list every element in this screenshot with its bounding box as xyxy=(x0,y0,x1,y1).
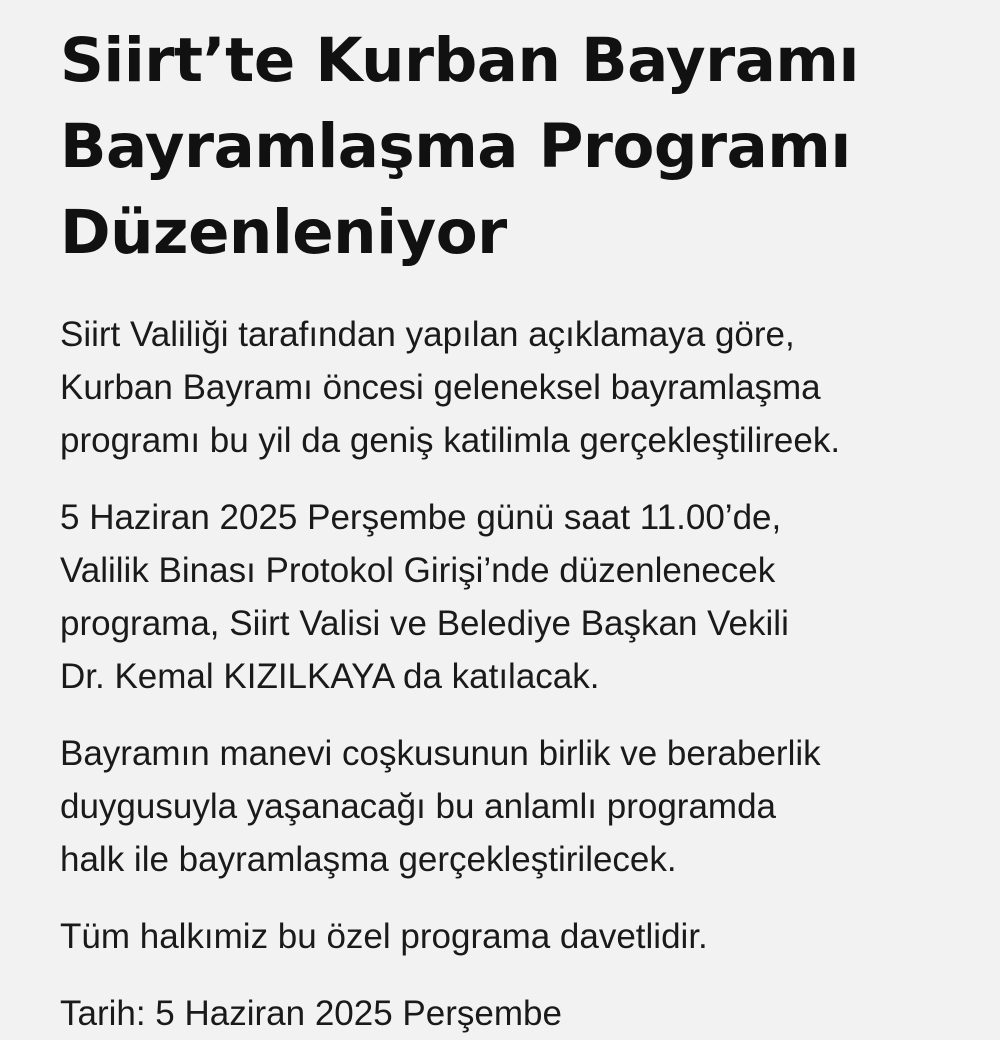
article-headline xyxy=(60,18,960,276)
paragraph-line: Kurban Bayramı öncesi geleneksel bayramlaşma xyxy=(60,368,821,407)
headline-line: Bayramlaşma Programı xyxy=(60,111,851,182)
paragraph-line: 5 Haziran 2025 Perşembe günü saat 11.00’de, xyxy=(60,498,782,537)
paragraph-line: Bayramın manevi coşkusunun birlik ve beraberlik xyxy=(60,734,821,773)
paragraph-line: Siirt Valiliği tarafından yapılan açıklamaya göre, xyxy=(60,315,795,354)
paragraph-line: Tarih: 5 Haziran 2025 Perşembe xyxy=(60,994,562,1033)
paragraph-announcement xyxy=(60,308,960,467)
paragraph-line: duygusuyla yaşanacağı bu anlamlı programda xyxy=(60,787,776,826)
paragraph-spirit xyxy=(60,727,960,886)
paragraph-line: halk ile bayramlaşma gerçekleştirilecek. xyxy=(60,840,677,879)
paragraph-date xyxy=(60,987,960,1040)
paragraph-invitation xyxy=(60,910,960,963)
paragraph-line: programı bu yil da geniş katilimla gerçekleştilireek. xyxy=(60,421,841,460)
article-body xyxy=(60,308,960,1040)
paragraph-line: Dr. Kemal KIZILKAYA da katılacak. xyxy=(60,657,600,696)
paragraph-line: Valilik Binası Protokol Girişi’nde düzenlenecek xyxy=(60,551,776,590)
paragraph-schedule xyxy=(60,491,960,703)
paragraph-line: programa, Siirt Valisi ve Belediye Başkan Vekili xyxy=(60,604,789,643)
headline-line: Düzenleniyor xyxy=(60,197,507,268)
headline-line: Siirt’te Kurban Bayramı xyxy=(60,25,859,96)
paragraph-line: Tüm halkımiz bu özel programa davetlidir. xyxy=(60,917,708,956)
